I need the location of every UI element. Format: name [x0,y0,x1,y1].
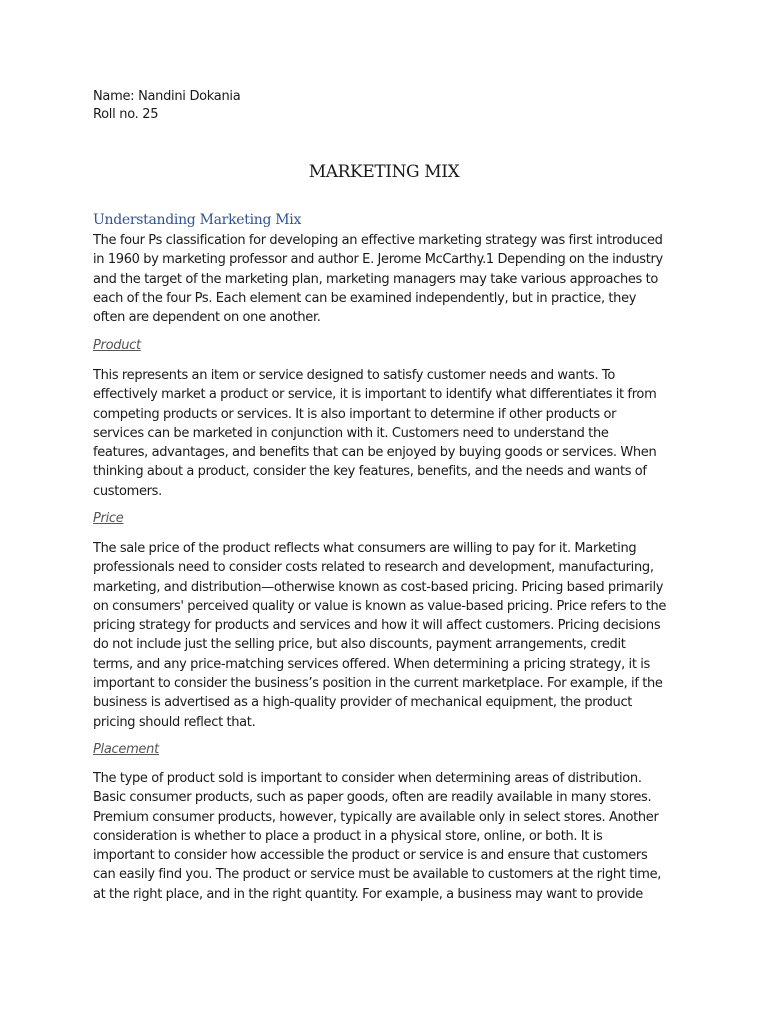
paragraph-line: on consumers' perceived quality or value is known as value-based pricing. Price refers to the [93,598,667,614]
paragraph-line: pricing strategy for products and services and how it will affect customers. Pricing decisions [93,618,661,634]
paragraph-line: important to consider the business’s position in the current marketplace. For example, if the [93,676,663,692]
paragraph-line: features, advantages, and benefits that can be enjoyed by buying goods or services. When [93,445,657,461]
paragraph-line: professionals need to consider costs related to research and development, manufacturing, [93,560,654,576]
paragraph-line: consideration is whether to place a product in a physical store, online, or both. It is [93,828,603,844]
section-heading-understanding: Understanding Marketing Mix [93,212,302,228]
paragraph-line: marketing, and distribution—otherwise known as cost-based pricing. Pricing based primarily [93,579,664,595]
paragraph-line: in 1960 by marketing professor and author E. Jerome McCarthy.1 Depending on the industry [93,252,663,268]
paragraph-line: This represents an item or service designed to satisfy customer needs and wants. To [93,368,615,383]
paragraph-line: important to consider how accessible the product or service is and ensure that customers [93,848,648,864]
document-title: MARKETING MIX [308,162,460,182]
paragraph-line: The type of product sold is important to consider when determining areas of distribution. [93,771,642,786]
product-paragraph [93,366,683,501]
paragraph-line: services can be marketed in conjunction with it. Customers need to understand the [93,425,609,441]
paragraph-line: thinking about a product, consider the key features, benefits, and the needs and wants of [93,464,647,480]
paragraph-line: often are dependent on one another. [93,310,321,326]
subheading-price: Price [93,511,124,526]
paragraph-line: competing products or services. It is also important to determine if other products or [93,406,617,422]
paragraph-line: pricing should reflect that. [93,714,256,730]
paragraph-line: can easily find you. The product or service must be available to customers at the right time, [93,867,662,883]
student-name: Name: Nandini Dokania [93,89,241,104]
paragraph-line: The sale price of the product reflects what consumers are willing to pay for it. Marketing [93,541,637,556]
paragraph-line: Premium consumer products, however, typically are available only in select stores. Another [93,809,659,825]
paragraph-line: effectively market a product or service, it is important to identify what differentiates it from [93,387,657,403]
paragraph-line: and the target of the marketing plan, marketing managers may take various approaches to [93,271,659,287]
paragraph-line: Basic consumer products, such as paper goods, often are readily available in many stores. [93,790,652,806]
paragraph-line: do not include just the selling price, but also discounts, payment arrangements, credit [93,637,626,653]
paragraph-line: terms, and any price-matching services offered. When determining a pricing strategy, it is [93,656,650,672]
subheading-placement: Placement [93,742,159,757]
paragraph-line: customers. [93,483,162,499]
placement-paragraph [93,769,683,904]
roll-number: Roll no. 25 [93,107,159,122]
paragraph-line: at the right place, and in the right quantity. For example, a business may want to provide [93,886,643,902]
price-paragraph [93,539,683,732]
intro-paragraph [93,231,683,327]
paragraph-line: business is advertised as a high-quality provider of mechanical equipment, the product [93,695,633,711]
paragraph-line: each of the four Ps. Each element can be examined independently, but in practice, they [93,290,637,306]
subheading-product: Product [93,338,141,353]
paragraph-line: The four Ps classification for developing an effective marketing strategy was first introduced [93,233,663,248]
